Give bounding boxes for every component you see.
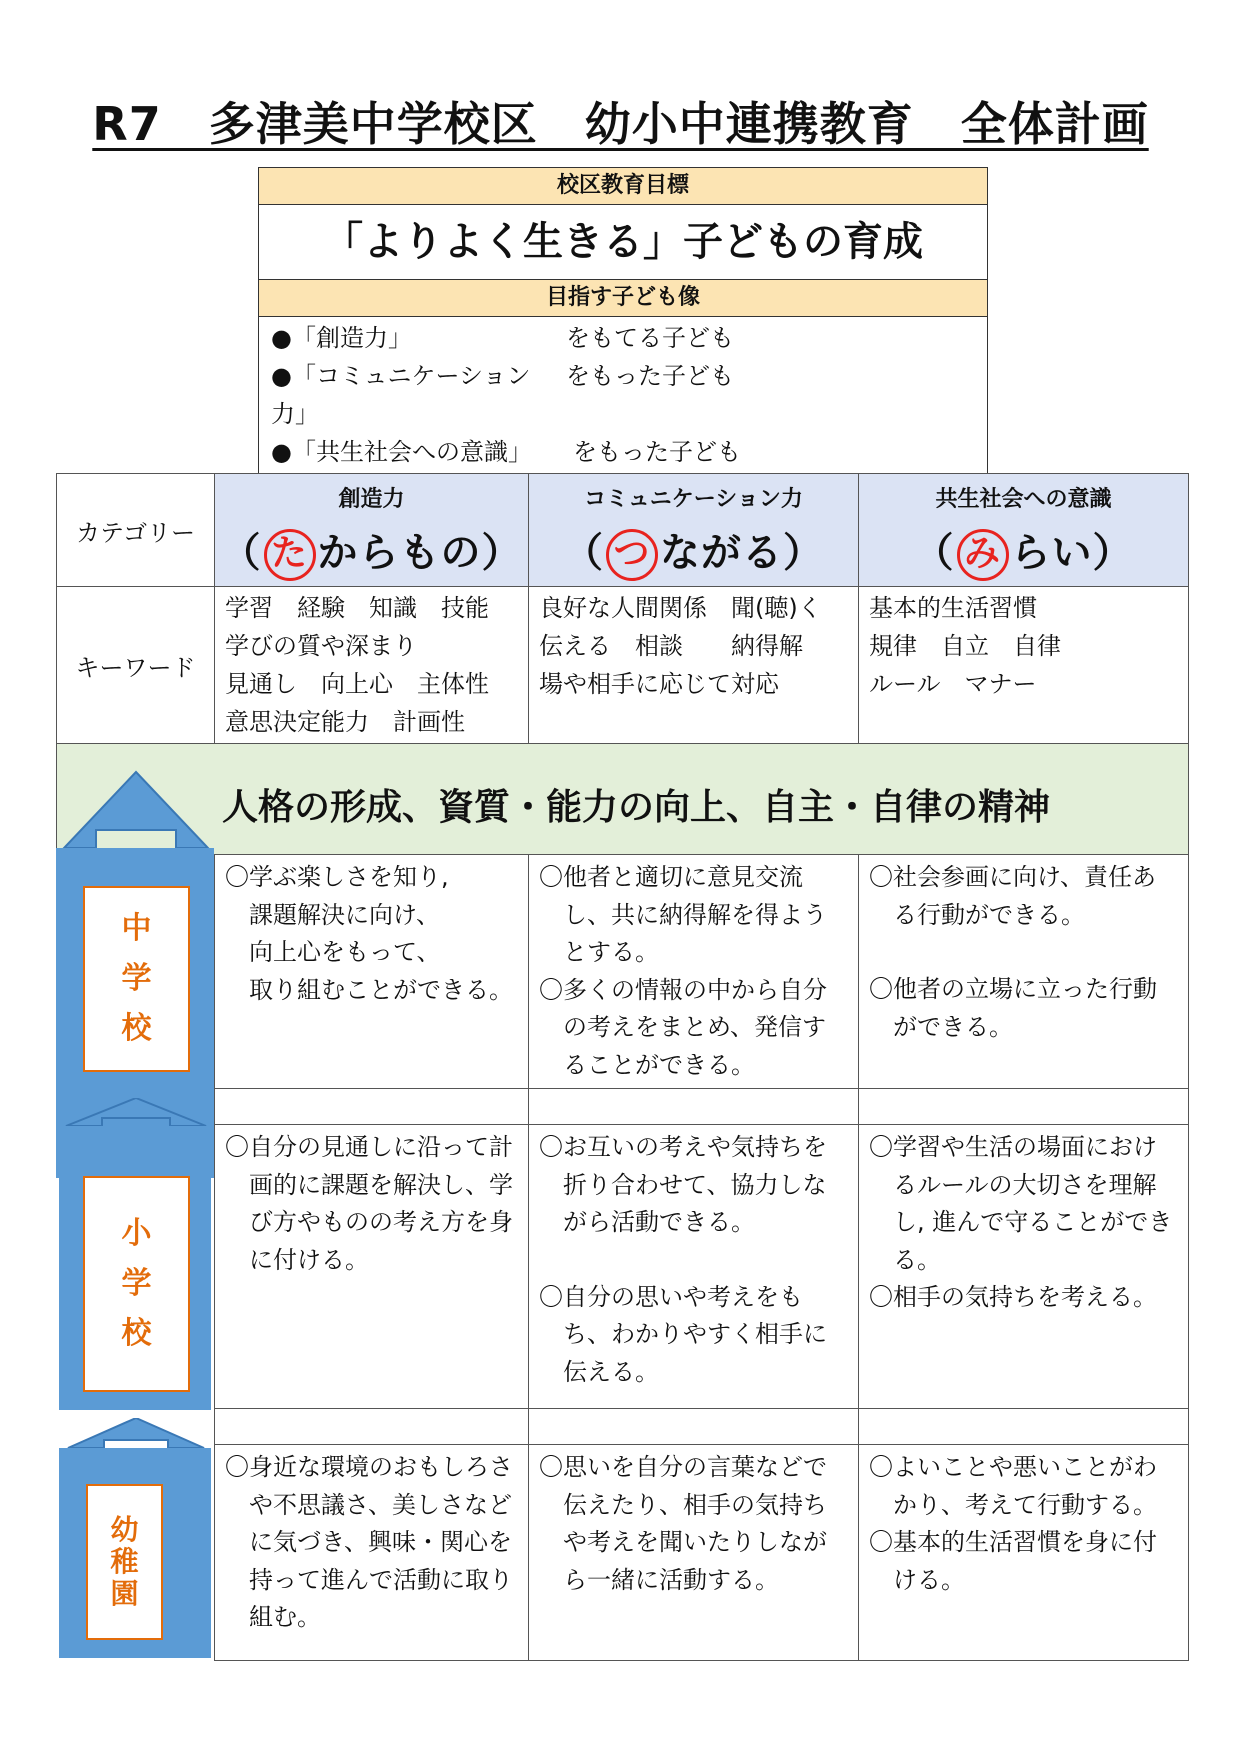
jhs-creativity: 〇学ぶ楽しさを知り, 課題解決に向け、 向上心をもって、 取り組むことができる。 — [215, 855, 529, 1089]
kg-communication: 〇思いを自分の言葉などで伝えたり、相手の気持ちや考えを聞いたりしながら一緒に活動する。 — [529, 1445, 859, 1661]
vision-item: ●「コミュニケーション力」 をもった子ども — [271, 362, 734, 428]
vision-list — [259, 317, 987, 475]
circled-char: た — [264, 529, 316, 581]
goal-main: 「よりよく生きる」子どもの育成 — [323, 219, 923, 265]
arrow-up-icon — [64, 772, 208, 848]
jhs-communication: 〇他者と適切に意見交流し、共に納得解を得ようとする。 〇多くの情報の中から自分の考えをまとめ、発信することができる。 — [529, 855, 859, 1089]
vision-item: ●「共生社会への意識」 をもった子ども — [271, 438, 741, 466]
category-label: カテゴリー — [57, 474, 215, 587]
arrow-up-icon — [66, 1098, 206, 1126]
jhs-symbiosis: 〇社会参画に向け、責任ある行動ができる。 〇他者の立場に立った行動ができる。 — [859, 855, 1189, 1089]
kg-symbiosis: 〇よいことや悪いことがわかり、考えて行動する。 〇基本的生活習慣を身に付ける。 — [859, 1445, 1189, 1661]
plan-table — [56, 473, 1189, 1661]
banner-text: 人格の形成、資質・能力の向上、自主・自律の精神 — [222, 787, 1051, 828]
junior-high-label: 中 学 校 — [83, 886, 190, 1072]
kindergarten-label: 幼 稚 園 — [86, 1484, 163, 1640]
es-symbiosis: 〇学習や生活の場面におけるルールの大切さを理解し, 進んで守ることができる。 〇相手の気持ちを考える。 — [859, 1125, 1189, 1409]
category-header-creativity: 創造力 （ た からもの） — [215, 474, 529, 587]
circled-char: つ — [606, 529, 658, 581]
school-district-goal-box — [258, 167, 988, 476]
es-creativity: 〇自分の見通しに沿って計画的に課題を解決し、学び方やものの考え方を身に付ける。 — [215, 1125, 529, 1409]
circled-char: み — [957, 529, 1009, 581]
kg-creativity: 〇身近な環境のおもしろさや不思議さ、美しさなどに気づき、興味・関心を持って進んで活動に取り組む。 — [215, 1445, 529, 1661]
category-header-symbiosis: 共生社会への意識 （ み らい） — [859, 474, 1189, 587]
es-communication: 〇お互いの考えや気持ちを折り合わせて、協力しながら活動できる。 〇自分の思いや考えをもち、わかりやすく相手に伝える。 — [529, 1125, 859, 1409]
vision-item: ●「創造力」 をもてる子ども — [271, 324, 734, 352]
keywords-creativity: 学習 経験 知識 技能 学びの質や深まり 見通し 向上心 主体性 意思決定能力 計画性 — [215, 587, 529, 744]
arrow-up-icon — [68, 1418, 204, 1448]
vision-header: 目指す子ども像 — [259, 279, 987, 317]
category-header-communication: コミュニケーション力 （ つ ながる） — [529, 474, 859, 587]
goal-header: 校区教育目標 — [259, 168, 987, 205]
keywords-communication: 良好な人間関係 聞(聴)く 伝える 相談 納得解 場や相手に応じて対応 — [529, 587, 859, 744]
page-title: R7 多津美中学校区 幼小中連携教育 全体計画 — [92, 97, 1149, 151]
elementary-label: 小 学 校 — [83, 1176, 190, 1392]
keyword-label: キーワード — [57, 587, 215, 744]
keywords-symbiosis: 基本的生活習慣 規律 自立 自律 ルール マナー — [859, 587, 1189, 744]
